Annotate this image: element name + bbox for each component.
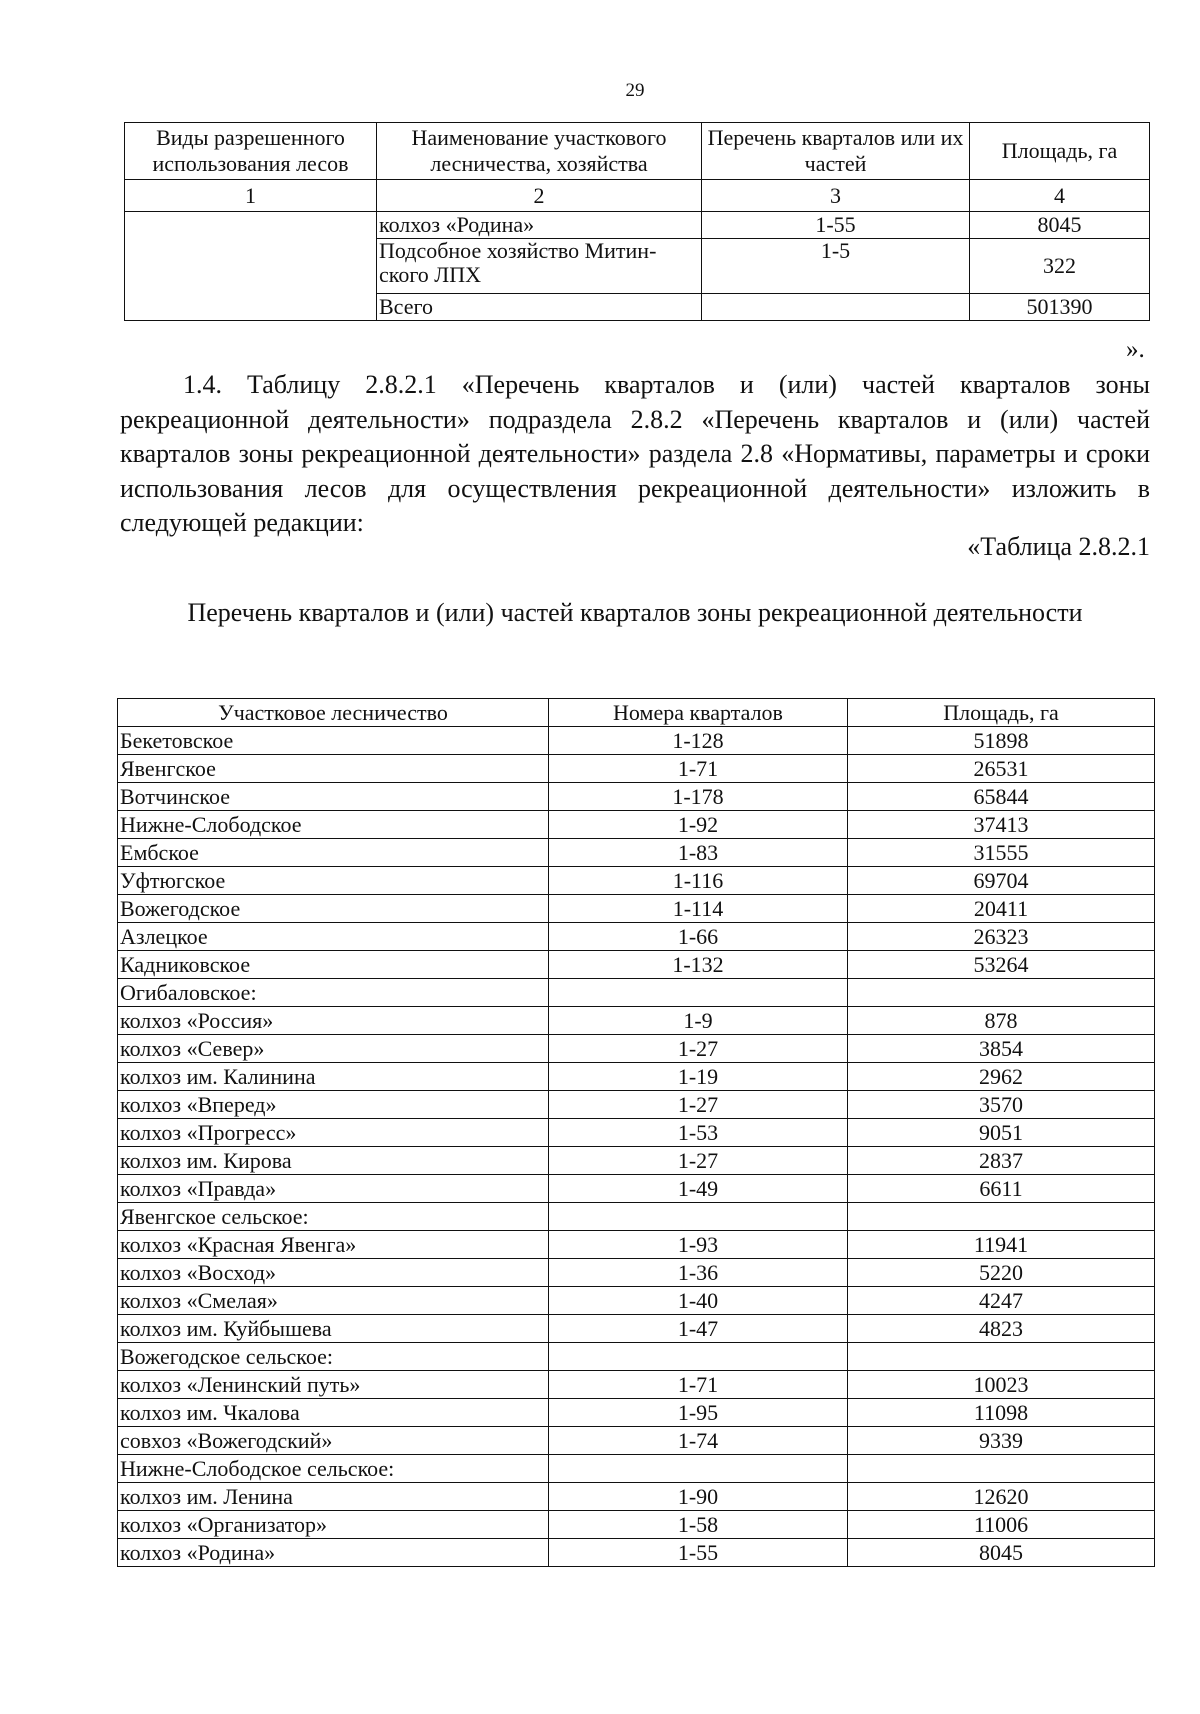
forestry-name-cell: колхоз «Север» [118, 1035, 549, 1063]
area-cell: 878 [848, 1007, 1155, 1035]
quarter-numbers-cell: 1-27 [549, 1091, 848, 1119]
quarter-numbers-cell: 1-19 [549, 1063, 848, 1091]
quarter-numbers-cell: 1-55 [549, 1539, 848, 1567]
quarter-numbers-cell [549, 1455, 848, 1483]
recreation-quarters-table [117, 698, 1155, 1567]
table-label: «Таблица 2.8.2.1 [967, 532, 1150, 561]
forestry-name-cell: колхоз «Ленинский путь» [118, 1371, 549, 1399]
forestry-name-cell: колхоз «Прогресс» [118, 1119, 549, 1147]
forestry-name-cell: Бекетовское [118, 727, 549, 755]
header-forestry: Участковое лесничество [118, 699, 549, 727]
area-cell [848, 1455, 1155, 1483]
area-cell: 8045 [848, 1539, 1155, 1567]
quarter-numbers-cell: 1-36 [549, 1259, 848, 1287]
area-cell: 37413 [848, 811, 1155, 839]
table-row [118, 1231, 1155, 1259]
quarter-numbers-cell: 1-49 [549, 1175, 848, 1203]
forestry-name-cell: Нижне-Слободское сельское: [118, 1455, 549, 1483]
quarter-numbers-cell [549, 1343, 848, 1371]
quarter-numbers-cell: 1-95 [549, 1399, 848, 1427]
table-header-row [118, 699, 1155, 727]
area-cell: 2837 [848, 1147, 1155, 1175]
quarter-numbers-cell: 1-53 [549, 1119, 848, 1147]
table-row [118, 1399, 1155, 1427]
area-cell: 53264 [848, 951, 1155, 979]
area-cell: 65844 [848, 783, 1155, 811]
table-row [118, 867, 1155, 895]
area-cell: 20411 [848, 895, 1155, 923]
forestry-name-cell: колхоз «Смелая» [118, 1287, 549, 1315]
table-row [118, 1427, 1155, 1455]
quarter-numbers-cell: 1-9 [549, 1007, 848, 1035]
forestry-name-cell: колхоз «Вперед» [118, 1091, 549, 1119]
closing-quote: ». [1126, 336, 1145, 363]
area-cell: 3570 [848, 1091, 1155, 1119]
forestry-name-cell: Вожегодское [118, 895, 549, 923]
header-forestry: Наименование участкового лесничества, хозяйства [377, 123, 702, 180]
column-number-row [125, 180, 1150, 212]
table-row [118, 979, 1155, 1007]
area-cell: 26531 [848, 755, 1155, 783]
area-cell: 5220 [848, 1259, 1155, 1287]
quarter-numbers-cell: 1-47 [549, 1315, 848, 1343]
area-cell: 4247 [848, 1287, 1155, 1315]
quarter-numbers-cell: 1-128 [549, 727, 848, 755]
area-cell: 11941 [848, 1231, 1155, 1259]
column-number: 3 [702, 180, 970, 212]
amendment-paragraph: 1.4. Таблицу 2.8.2.1 «Перечень кварталов и (или) частей кварталов зоны рекреационной деятельности» подраздела 2.8.2 «Перечень кварталов и (или) частей кварталов зоны рекреационной деятельности» раздела 2.8 «Нормативы, параметры и сроки использования лесов для осуществления рекреационной деятельности» изложить в следующей редакции: [120, 370, 1150, 537]
table-row [118, 1119, 1155, 1147]
forestry-name-cell: колхоз «Красная Явенга» [118, 1231, 549, 1259]
header-quarter-numbers: Номера кварталов [549, 699, 848, 727]
area-cell: 51898 [848, 727, 1155, 755]
forestry-name-cell: Нижне-Слободское [118, 811, 549, 839]
forestry-name-cell: колхоз им. Куйбышева [118, 1315, 549, 1343]
quarter-numbers-cell: 1-58 [549, 1511, 848, 1539]
table-row [118, 895, 1155, 923]
area-cell: 6611 [848, 1175, 1155, 1203]
area-cell: 3854 [848, 1035, 1155, 1063]
area-cell: 26323 [848, 923, 1155, 951]
area-cell [848, 1343, 1155, 1371]
row-area: 8045 [970, 212, 1150, 239]
quarter-numbers-cell: 1-178 [549, 783, 848, 811]
forestry-name-cell: колхоз им. Чкалова [118, 1399, 549, 1427]
area-cell: 9051 [848, 1119, 1155, 1147]
table-row [118, 783, 1155, 811]
table-row [118, 1007, 1155, 1035]
forestry-name-cell: колхоз «Родина» [118, 1539, 549, 1567]
table-header-row [125, 123, 1150, 180]
forestry-name-cell: Ембское [118, 839, 549, 867]
row-quarters: 1-55 [702, 212, 970, 239]
area-cell: 9339 [848, 1427, 1155, 1455]
row-name: Подсобное хозяйство Митин-ского ЛПХ [377, 239, 702, 294]
area-cell [848, 979, 1155, 1007]
forestry-name-cell: колхоз «Организатор» [118, 1511, 549, 1539]
quarter-numbers-cell: 1-116 [549, 867, 848, 895]
area-cell: 69704 [848, 867, 1155, 895]
header-area: Площадь, га [848, 699, 1155, 727]
table-row [118, 839, 1155, 867]
forestry-name-cell: Кадниковское [118, 951, 549, 979]
quarter-numbers-cell: 1-71 [549, 755, 848, 783]
forestry-name-cell: колхоз «Правда» [118, 1175, 549, 1203]
forestry-name-cell: Азлецкое [118, 923, 549, 951]
forestry-name-cell: колхоз им. Кирова [118, 1147, 549, 1175]
use-type-cell [125, 212, 377, 321]
row-area: 322 [970, 239, 1150, 294]
header-area: Площадь, га [970, 123, 1150, 180]
quarter-numbers-cell: 1-92 [549, 811, 848, 839]
table-row [118, 1511, 1155, 1539]
row-quarters: 1-5 [702, 239, 970, 294]
forestry-name-cell: Огибаловское: [118, 979, 549, 1007]
quarter-numbers-cell [549, 1203, 848, 1231]
table-row [118, 1315, 1155, 1343]
table-row [118, 1259, 1155, 1287]
quarter-numbers-cell: 1-132 [549, 951, 848, 979]
table-title: Перечень кварталов и (или) частей кварталов зоны рекреационной деятельности [187, 598, 1083, 627]
table-row [118, 1175, 1155, 1203]
table-row [118, 1455, 1155, 1483]
table-row [118, 1287, 1155, 1315]
quarter-numbers-cell: 1-27 [549, 1035, 848, 1063]
table-row [118, 951, 1155, 979]
header-use-type: Виды разрешенного использования лесов [125, 123, 377, 180]
area-cell: 10023 [848, 1371, 1155, 1399]
table-row [118, 1063, 1155, 1091]
table-row [118, 1035, 1155, 1063]
quarter-numbers-cell: 1-114 [549, 895, 848, 923]
header-quarters: Перечень кварталов или их частей [702, 123, 970, 180]
forestry-name-cell: колхоз «Восход» [118, 1259, 549, 1287]
quarter-numbers-cell [549, 979, 848, 1007]
forestry-name-cell: совхоз «Вожегодский» [118, 1427, 549, 1455]
table-row [118, 1371, 1155, 1399]
forestry-name-cell: Вожегодское сельское: [118, 1343, 549, 1371]
area-cell: 11006 [848, 1511, 1155, 1539]
table-row [118, 923, 1155, 951]
row-name: колхоз «Родина» [377, 212, 702, 239]
quarter-numbers-cell: 1-66 [549, 923, 848, 951]
forestry-name-cell: колхоз «Россия» [118, 1007, 549, 1035]
land-use-table [124, 122, 1150, 321]
row-quarters [702, 294, 970, 321]
table-row [118, 1203, 1155, 1231]
row-name: Всего [377, 294, 702, 321]
table-row [118, 1343, 1155, 1371]
forestry-name-cell: Явенгское сельское: [118, 1203, 549, 1231]
column-number: 4 [970, 180, 1150, 212]
forestry-name-cell: Уфтюгское [118, 867, 549, 895]
table-row [118, 727, 1155, 755]
area-cell [848, 1203, 1155, 1231]
area-cell: 4823 [848, 1315, 1155, 1343]
area-cell: 2962 [848, 1063, 1155, 1091]
quarter-numbers-cell: 1-90 [549, 1483, 848, 1511]
table-row [125, 212, 1150, 239]
forestry-name-cell: Вотчинское [118, 783, 549, 811]
table-row [118, 811, 1155, 839]
table-row [118, 1483, 1155, 1511]
forestry-name-cell: Явенгское [118, 755, 549, 783]
area-cell: 31555 [848, 839, 1155, 867]
quarter-numbers-cell: 1-93 [549, 1231, 848, 1259]
quarter-numbers-cell: 1-27 [549, 1147, 848, 1175]
forestry-name-cell: колхоз им. Ленина [118, 1483, 549, 1511]
quarter-numbers-cell: 1-71 [549, 1371, 848, 1399]
quarter-numbers-cell: 1-83 [549, 839, 848, 867]
quarter-numbers-cell: 1-40 [549, 1287, 848, 1315]
table-row [118, 755, 1155, 783]
column-number: 1 [125, 180, 377, 212]
quarter-numbers-cell: 1-74 [549, 1427, 848, 1455]
table-row [118, 1147, 1155, 1175]
column-number: 2 [377, 180, 702, 212]
row-area: 501390 [970, 294, 1150, 321]
area-cell: 11098 [848, 1399, 1155, 1427]
forestry-name-cell: колхоз им. Калинина [118, 1063, 549, 1091]
table-row [118, 1091, 1155, 1119]
table-row [118, 1539, 1155, 1567]
page-number: 29 [625, 80, 645, 101]
area-cell: 12620 [848, 1483, 1155, 1511]
